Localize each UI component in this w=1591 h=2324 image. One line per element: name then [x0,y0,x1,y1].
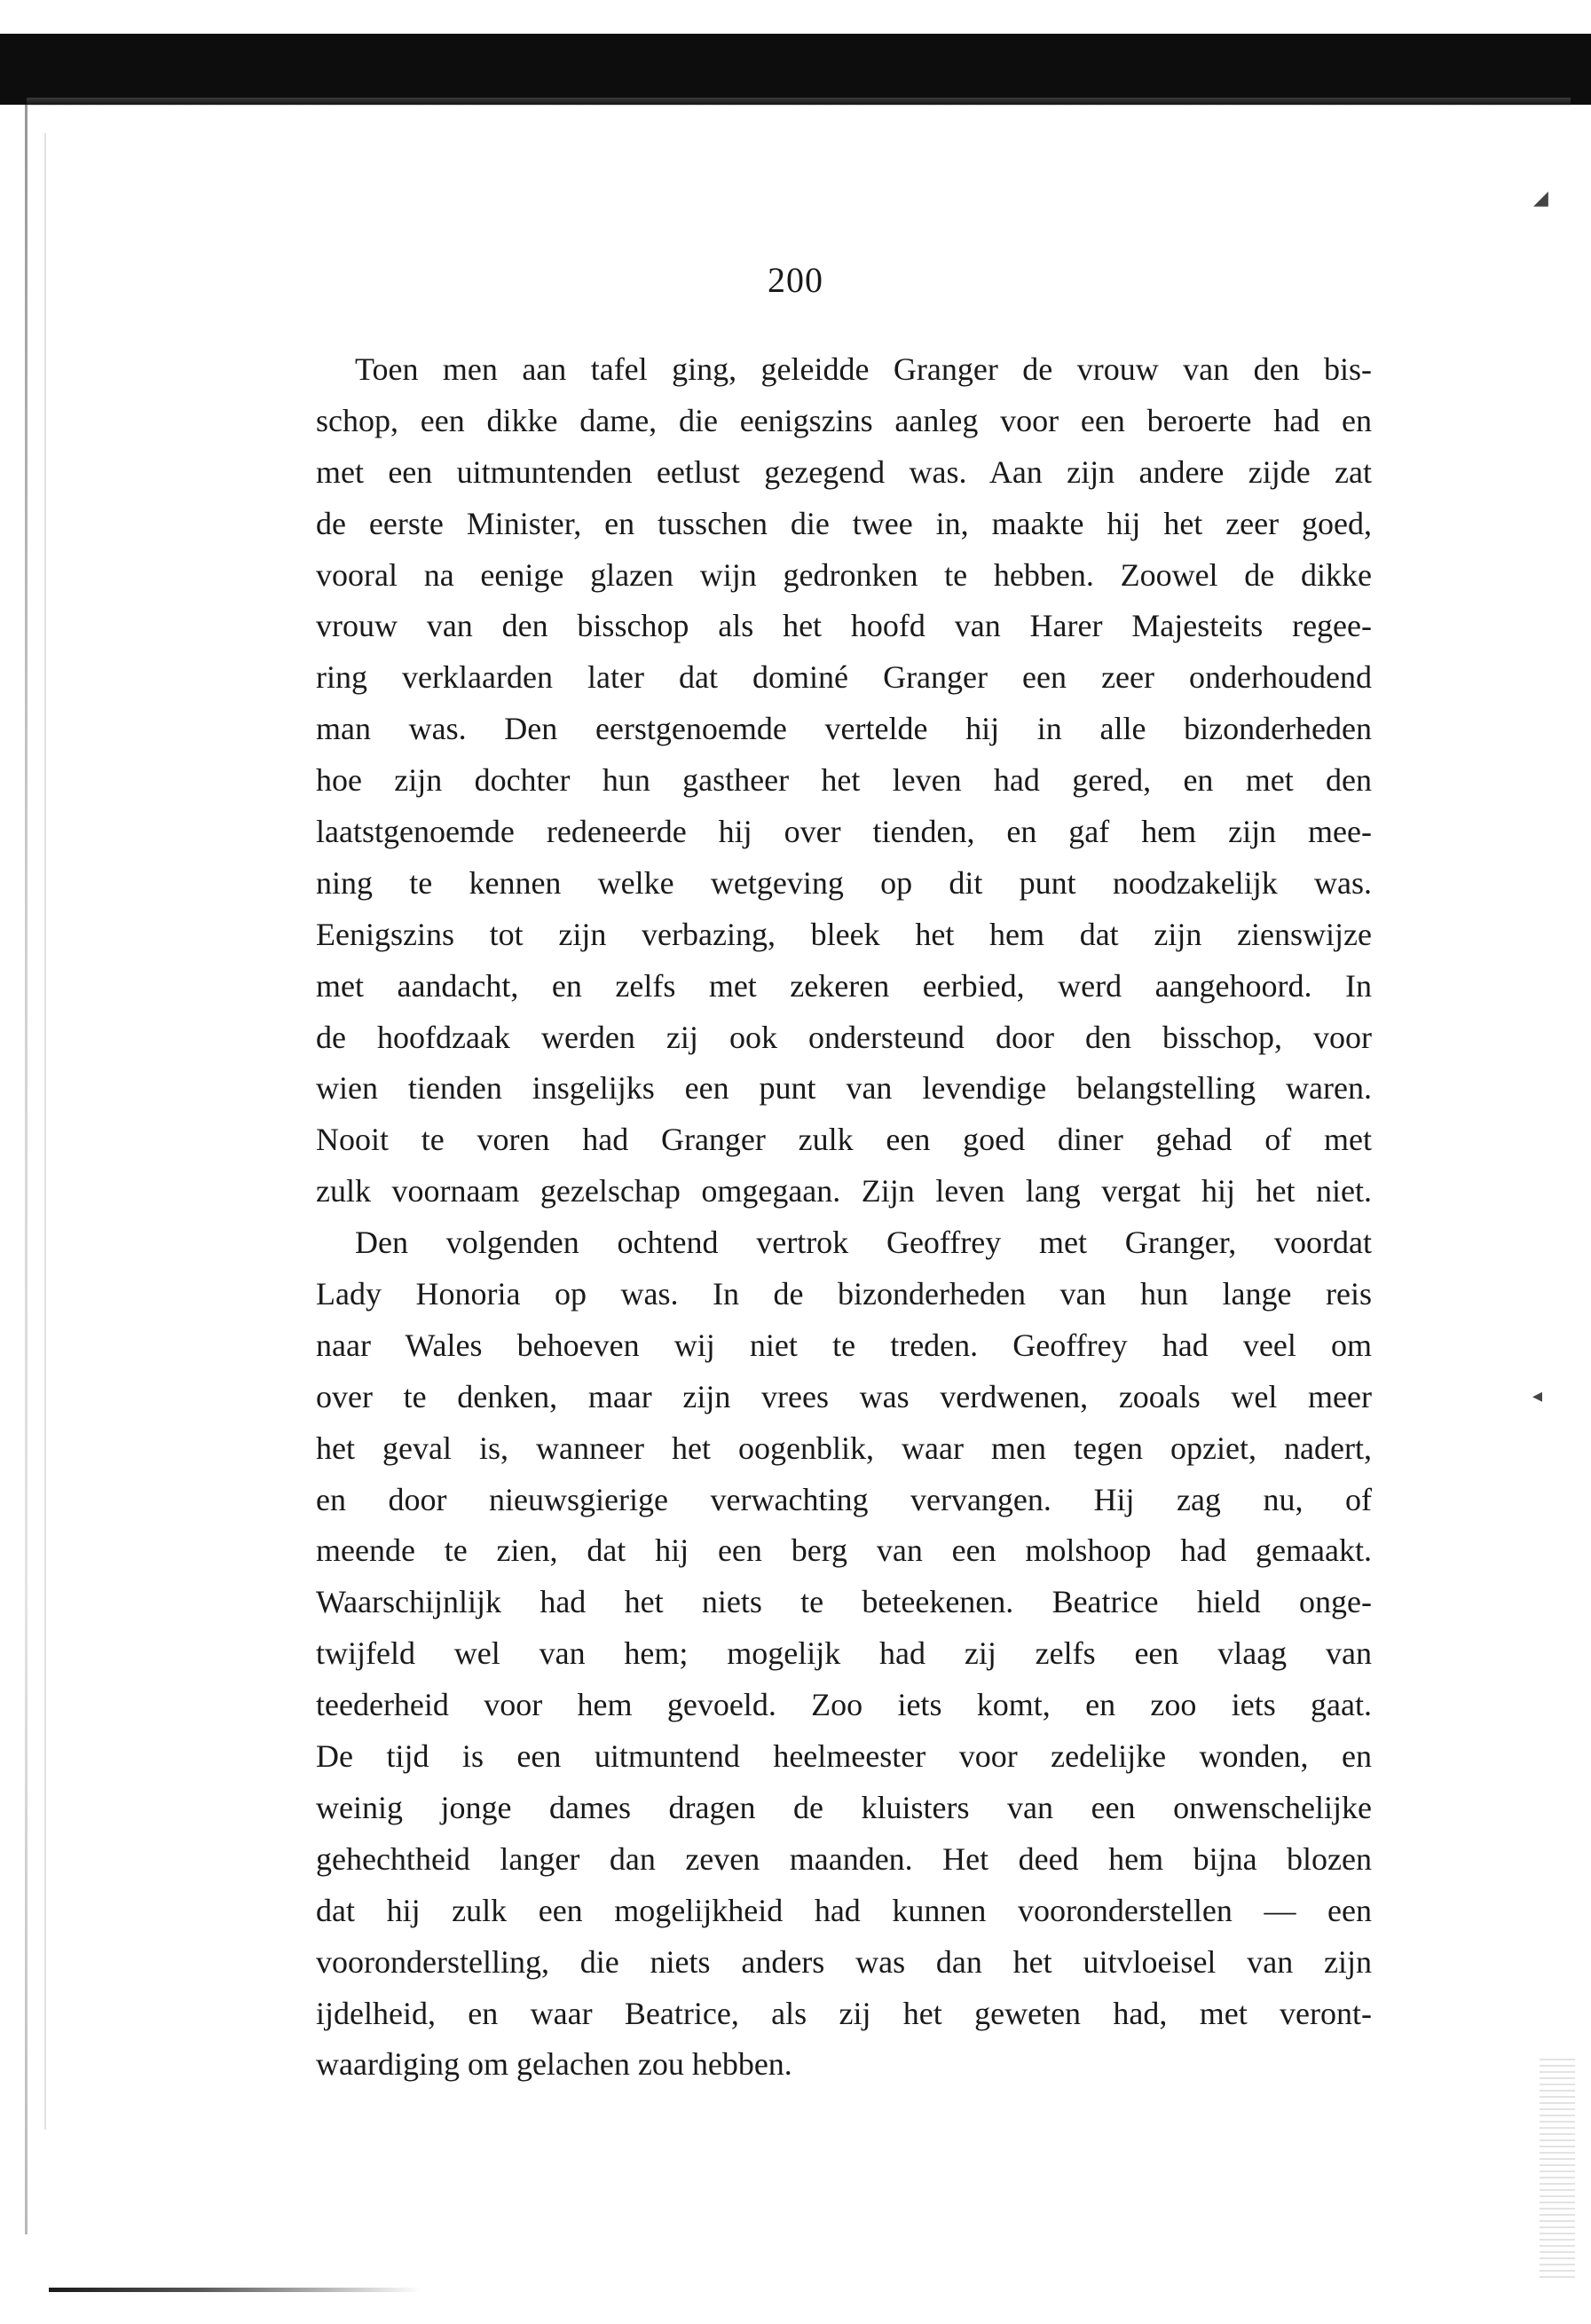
text-line: Eenigszins tot zijn verbazing, bleek het hem dat zijn zienswijze [316,916,1372,952]
scan-mark-top-right: ◢ [1533,186,1548,209]
scan-left-edge [25,105,28,2234]
text-line: schop, een dikke dame, die eenigszins aanleg voor een beroerte had en [316,402,1372,438]
text-line: waardiging om gelachen zou hebben. [316,2046,792,2083]
text-line: laatstgenoemde redeneerde hij over tienden, en gaf hem zijn mee- [316,814,1372,850]
text-line: ijdelheid, en waar Beatrice, als zij het geweten had, met veront- [316,1995,1372,2031]
text-line: gehechtheid langer dan zeven maanden. Het deed hem bijna blozen [316,1840,1372,1877]
text-line: het geval is, wanneer het oogenblik, waar men tegen opziet, nadert, [316,1430,1372,1466]
text-line: zulk voornaam gezelschap omgegaan. Zijn leven lang vergat hij het niet. [316,1173,1372,1209]
text-line: met een uitmuntenden eetlust gezegend was. Aan zijn andere zijde zat [316,453,1372,490]
text-line: vooronderstelling, die niets anders was dan het uitvloeisel van zijn [316,1943,1372,1980]
text-line: over te denken, maar zijn vrees was verdwenen, zooals wel meer [316,1378,1372,1414]
text-line: Toen men aan tafel ging, geleidde Granger de vrouw van den bis- [355,351,1372,387]
scan-left-edge-inner [44,133,46,2130]
scan-right-speckles [1540,2059,1575,2281]
text-line: en door nieuwsgierige verwachting vervangen. Hij zag nu, of [316,1481,1372,1517]
text-line: met aandacht, en zelfs met zekeren eerbied, werd aangehoord. In [316,967,1372,1004]
scan-mark-right: ◂ [1532,1384,1543,1406]
text-line: De tijd is een uitmuntend heelmeester voor zedelijke wonden, en [316,1738,1372,1775]
text-line: wien tienden insgelijks een punt van levendige belangstelling waren. [316,1070,1372,1107]
page-number: 200 [768,260,823,300]
text-line: naar Wales behoeven wij niet te treden. Geoffrey had veel om [316,1327,1372,1363]
text-line: vooral na eenige glazen wijn gedronken te hebben. Zoowel de dikke [316,556,1372,593]
text-line: Lady Honoria op was. In de bizonderheden van hun lange reis [316,1276,1372,1312]
text-line: man was. Den eerstgenoemde vertelde hij in alle bizonderheden [316,711,1372,747]
text-line: ring verklaarden later dat dominé Granger een zeer onderhoudend [316,659,1372,696]
scan-top-bar-fade [27,98,1571,106]
text-line: dat hij zulk een mogelijkheid had kunnen vooronderstellen — een [316,1892,1372,1928]
scan-bottom-edge [49,2288,421,2292]
text-line: Nooit te voren had Granger zulk een goed diner gehad of met [316,1122,1372,1158]
text-line: teederheid voor hem gevoeld. Zoo iets komt, en zoo iets gaat. [316,1687,1372,1723]
text-line: de eerste Minister, en tusschen die twee in, maakte hij het zeer goed, [316,505,1372,541]
text-line: vrouw van den bisschop als het hoofd van Harer Majesteits regee- [316,608,1372,644]
text-line: ning te kennen welke wetgeving op dit punt noodzakelijk was. [316,864,1372,901]
body-text [316,344,1372,2091]
text-line: weinig jonge dames dragen de kluisters van een onwenschelijke [316,1789,1372,1825]
scan-top-bar [0,34,1591,105]
text-line: twijfeld wel van hem; mogelijk had zij zelfs een vlaag van [316,1635,1372,1672]
text-line: hoe zijn dochter hun gastheer het leven had gered, en met den [316,762,1372,799]
text-line: de hoofdzaak werden zij ook ondersteund door den bisschop, voor [316,1019,1372,1055]
text-line: Waarschijnlijk had het niets te beteekenen. Beatrice hield onge- [316,1584,1372,1620]
text-line: meende te zien, dat hij een berg van een molshoop had gemaakt. [316,1532,1372,1569]
text-line: Den volgenden ochtend vertrok Geoffrey met Granger, voordat [355,1225,1372,1261]
